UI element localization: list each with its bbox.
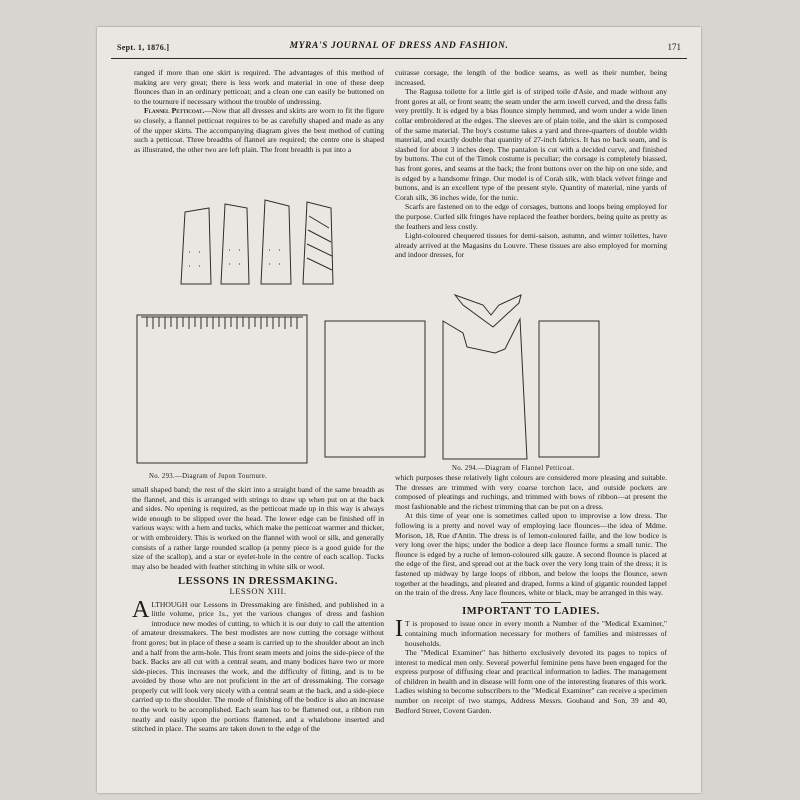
paragraph: Scarfs are fastened on to the edge of corsages, buttons and loops being employed for the purpose. Curled silk fringes have replaced the feather borders, being quite as pretty as the feathers and less costly. bbox=[395, 202, 667, 231]
running-header bbox=[109, 41, 689, 55]
petticoat-centre-breadth bbox=[443, 319, 527, 459]
paragraph bbox=[395, 616, 667, 648]
button-marks bbox=[189, 250, 280, 266]
figure-caption-294: No. 294.—Diagram of Flannel Petticoat. bbox=[452, 465, 575, 472]
header-rule bbox=[111, 58, 687, 59]
paragraph: cuirasse corsage, the length of the bodice seams, as well as their number, being increased. bbox=[395, 68, 667, 87]
breadth-piece-3 bbox=[261, 200, 291, 284]
paragraph: The "Medical Examiner" has hitherto exclusively devoted its pages to topics of interest to medical men only. Several powerful feminine pens have been engaged for the express purpose of diffusing clear and practical information to ladies. The management of children in health and in disease will form one of the interesting features of this work. Ladies wishing to become subscribers to the "Medical Examiner" can receive a specimen number on receipt of two stamps, Address Messrs. Goubaud and Son, 39 and 40, Bedford Street, Covent Garden. bbox=[395, 648, 667, 715]
tournure-outline bbox=[137, 315, 307, 463]
paragraph: Light-coloured chequered tissues for demi-saison, autumn, and winter toilettes, have already arrived at the Magasins du Louvre. These tissues are also employed for morning and indoor dresses, for bbox=[395, 231, 667, 260]
flannel-petticoat-diagram bbox=[325, 289, 685, 461]
page-number: 171 bbox=[667, 42, 681, 52]
journal-title: MYRA'S JOURNAL OF DRESS AND FASHION. bbox=[289, 41, 509, 51]
paragraph bbox=[134, 106, 384, 154]
column-right-bottom bbox=[395, 473, 667, 787]
paragraph bbox=[132, 596, 384, 734]
breadth-piece-4 bbox=[303, 202, 333, 284]
drop-cap: I bbox=[395, 616, 403, 643]
paragraph: small shaped band; the rest of the skirt into a straight band of the same breadth as the flannel, and this is arranged with strings to draw up when put on at the back and sides. No opening is required, as the petticoat made up in this way is always wide enough to be slipped over the head. The lower edge can be finished off in various ways: with a hem and tucks, which make the petticoat warmer and thicker, or with embroidery. This is worked on the flannel with wool or silk, and generally consists of a rather large rounded scallop (a penny piece is a good guide for the size of the scallop), and a star or eyelet-hole in the centre of each scallop. Tucks may also be headed with feather stitching in white silk or wool. bbox=[132, 485, 384, 571]
header-date: Sept. 1, 1876.] bbox=[117, 43, 170, 52]
breadth-piece-1 bbox=[181, 208, 211, 284]
petticoat-right-breadth bbox=[539, 321, 599, 457]
paragraph: ranged if more than one skirt is required. The advantages of this method of making are very great; there is less work and material in one of these deep flounces than in an ordinary petticoat; and a clean one can easily be buttoned on to the tournure if necessary without the trouble of undressing. bbox=[134, 68, 384, 106]
petticoat-left-breadth bbox=[325, 321, 425, 457]
paragraph-text: —Now that all dresses and skirts are worn to fit the figure so closely, a flannel petticoat requires to be as carefully shaped and made as any of the upper skirts. The accompanying diagram gives the best method of cutting such a petticoat. Three breadths of flannel are required; the centre one is shaped as illustrated, the other two are left plain. The front breadth is put into a bbox=[134, 106, 384, 154]
figure-caption-293: No. 293.—Diagram of Jupon Tournure. bbox=[149, 473, 268, 480]
column-left-bottom bbox=[132, 485, 384, 787]
journal-page bbox=[97, 27, 701, 793]
section-heading: LESSONS IN DRESSMAKING. bbox=[178, 576, 338, 588]
petticoat-breadths-diagram bbox=[167, 192, 347, 282]
jupon-tournure-diagram bbox=[137, 313, 307, 465]
paragraph-text: T is proposed to issue once in every month a Number of the "Medical Examiner," containing much information necessary for mothers of families and mistresses of households. bbox=[405, 619, 667, 648]
paragraph-text: LTHOUGH our Lessons in Dressmaking are finished, and published in a little volume, price 1s., yet the various changes of dress and fashion introduce new modes of cutting, to which it is our duty to call the attention of amateur dressmakers. The best modistes are now cutting the corsage without front gores; but in place of these a seam is carried up to the shoulder about an inch and a half from the arm-hole. This front seam meets and joins the side-piece of the back. Backs are all cut with a central seam, and many bodices have two or more side-pieces. This increases the work, and the difficulty of fitting, and is to be avoided by those who are not proficient in the art of dressmaking. The corsage properly cut will look very nicely with a central seam at the back, and a side-piece carried up to the shoulder. The mode of finishing off the bodice is also an increase to the work to be accomplished. Each seam has to be flattened out, a ribbon run neatly and easily upon the portions flattened, and a whalebone inserted and stitched in place. The seams are taken down to the edge of the bbox=[132, 599, 384, 734]
section-divider bbox=[501, 602, 561, 603]
section-heading: IMPORTANT TO LADIES. bbox=[462, 605, 600, 617]
paragraph: At this time of year one is sometimes called upon to improvise a low dress. The following is a pretty and novel way of employing lace flounces—the idea of Mdme. Morison, 18, Rue d'Antin. The dress is of lemon-coloured faille, and the low bodice is very long over the hips; under the bodice a deep lace flounce forms a small tunic. The flounce is edged by a ruche of lemon-coloured silk gauze. A second flounce is placed at the edge of the first, and spread out at the back over the very long train of the dress; it is fastened up midway by large loops of ribbon, and below the loops the flounce, sewn together at the headings, and pleated and draped, forms a kind of gigantic rounded lappel on the train of the dress. Any lace flounces, white or black, may be arranged in this way. bbox=[395, 511, 667, 598]
paragraph: which purposes these relatively light colours are considered more pleasing and suitable. The dresses are trimmed with very coarse torchon lace, and outside pockets are composed of pleatings and ruchings, and trimmed with bows of ribbon—at present the most fashionable and the richest trimming that can be put on a dress. bbox=[395, 473, 667, 511]
petticoat-yoke bbox=[455, 295, 521, 327]
breadth-hatching bbox=[307, 216, 332, 270]
section-label: Flannel Petticoat. bbox=[144, 106, 205, 116]
section-subheading: LESSON XIII. bbox=[229, 585, 287, 596]
paragraph: The Ragusa toilette for a little girl is of striped toile d'Asie, and made without any front gores at all, or front seam; the seam under the arm iswell curved, and the dress falls very prettily. It is edged by a bias flounce simply hemmed, and worn under a wide linen collar embroidered at the edges. The sleeves are of plain toile, and the skirt is composed of the same material. The boy's costume takes a yard and three-quarters of double width material, and exactly double that quantity of 27-inch fabrics. It has no back seam, and is slashed for about 3 inches deep. The pantalon is cut with a decided curve, and finished by buttons. The cut of the Timok costume is peculiar; the corsage is completely biassed, has front gores, and seams at the back; the front buttons over on the hip on one side, and is edged by a handsome fringe. Our model is of Corah silk, with black velvet fringe and buttons, and is an excellent type of the present style. Quantity of material, nine yards of Corah silk, 36 inches wide, for the tunic. bbox=[395, 87, 667, 202]
column-right-top bbox=[395, 68, 667, 300]
tournure-fringe bbox=[141, 317, 303, 329]
breadth-piece-2 bbox=[221, 204, 249, 284]
drop-cap: A bbox=[132, 596, 150, 623]
